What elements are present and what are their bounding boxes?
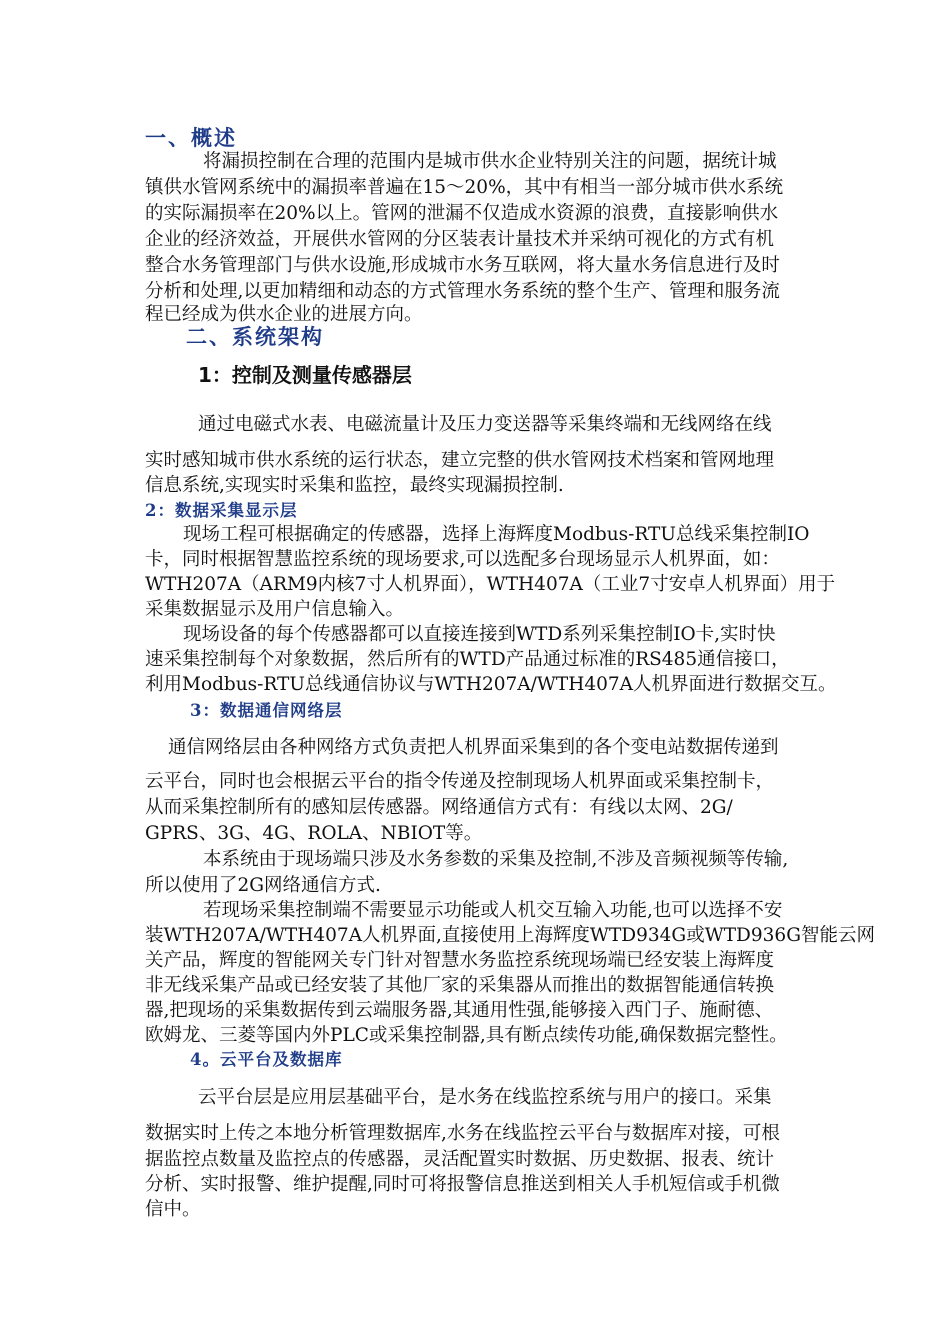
overview-line-7: 程已经成为供水企业的进展方向。	[145, 304, 423, 325]
network-line-6: 所以使用了2G网络通信方式.	[145, 875, 381, 896]
overview-line-1: 将漏损控制在合理的范围内是城市供水企业特别关注的问题，据统计城	[203, 151, 777, 172]
collection-line-2: 卡，同时根据智慧监控系统的现场要求,可以选配多台现场显示人机界面，如：	[145, 549, 780, 570]
sensor-line-1: 通过电磁式水表、电磁流量计及压力变送器等采集终端和无线网络在线	[198, 414, 772, 435]
subheading-collection-layer: 2：数据采集显示层	[145, 501, 298, 520]
network-line-5: 本系统由于现场端只涉及水务参数的采集及控制,不涉及音频视频等传输,	[203, 849, 789, 870]
network-line-11: 器,把现场的采集数据传到云端服务器,其通用性强,能够接入西门子、施耐德、	[145, 1000, 774, 1021]
network-line-10: 非无线采集产品或已经安装了其他厂家的采集器从而推出的数据智能通信转换	[145, 975, 775, 996]
overview-line-5: 整合水务管理部门与供水设施,形成城市水务互联网，将大量水务信息进行及时	[145, 255, 780, 276]
network-line-8: 装WTH207A/WTH407A人机界面,直接使用上海辉度WTD934G或WTD936G智能云网	[145, 925, 875, 946]
section-heading-architecture: 二、系统架构	[186, 324, 324, 349]
collection-line-3: WTH207A（ARM9内核7寸人机界面），WTH407A（工业7寸安卓人机界面）用于	[145, 574, 836, 595]
network-line-7: 若现场采集控制端不需要显示功能或人机交互输入功能,也可以选择不安	[203, 900, 783, 921]
cloud-line-1: 云平台层是应用层基础平台，是水务在线监控系统与用户的接口。采集	[198, 1087, 772, 1108]
section-heading-overview: 一、概述	[145, 125, 237, 150]
cloud-line-2: 数据实时上传之本地分析管理数据库,水务在线监控云平台与数据库对接，可根	[145, 1123, 780, 1144]
collection-line-5: 现场设备的每个传感器都可以直接连接到WTD系列采集控制IO卡,实时快	[183, 624, 776, 645]
network-line-3: 从而采集控制所有的感知层传感器。网络通信方式有：有线以太网、2G/	[145, 797, 733, 818]
subheading-network-layer: 3：数据通信网络层	[190, 701, 343, 720]
collection-line-4: 采集数据显示及用户信息输入。	[145, 599, 405, 620]
network-line-12: 欧姆龙、三菱等国内外PLC或采集控制器,具有断点续传功能,确保数据完整性。	[145, 1025, 788, 1046]
overview-line-6: 分析和处理,以更加精细和动态的方式管理水务系统的整个生产、管理和服务流	[145, 281, 780, 302]
sensor-line-2: 实时感知城市供水系统的运行状态，建立完整的供水管网技术档案和管网地理	[145, 450, 775, 471]
network-line-9: 关产品，辉度的智能网关专门针对智慧水务监控系统现场端已经安装上海辉度	[145, 950, 775, 971]
cloud-line-4: 分析、实时报警、维护提醒,同时可将报警信息推送到相关人手机短信或手机微	[145, 1174, 780, 1195]
sensor-line-3: 信息系统,实现实时采集和监控，最终实现漏损控制.	[145, 475, 564, 496]
overview-line-3: 的实际漏损率在20%以上。管网的泄漏不仅造成水资源的浪费，直接影响供水	[145, 203, 779, 224]
collection-line-1: 现场工程可根据确定的传感器，选择上海辉度Modbus-RTU总线采集控制IO	[183, 524, 810, 545]
subheading-sensor-layer: 1：控制及测量传感器层	[198, 363, 412, 387]
cloud-line-5: 信中。	[145, 1199, 201, 1220]
collection-line-6: 速采集控制每个对象数据，然后所有的WTD产品通过标准的RS485通信接口，	[145, 649, 790, 670]
subheading-cloud-layer: 4。云平台及数据库	[190, 1050, 343, 1069]
network-line-4: GPRS、3G、4G、ROLA、NBIOT等。	[145, 823, 483, 844]
network-line-1: 通信网络层由各种网络方式负责把人机界面采集到的各个变电站数据传递到	[168, 737, 779, 758]
overview-line-4: 企业的经济效益，开展供水管网的分区装表计量技术并采纳可视化的方式有机	[145, 229, 775, 250]
collection-line-7: 利用Modbus-RTU总线通信协议与WTH207A/WTH407A人机界面进行数据交互。	[145, 674, 837, 695]
cloud-line-3: 据监控点数量及监控点的传感器，灵活配置实时数据、历史数据、报表、统计	[145, 1149, 775, 1170]
overview-line-2: 镇供水管网系统中的漏损率普遍在15～20%，其中有相当一部分城市供水系统	[145, 177, 784, 198]
network-line-2: 云平台，同时也会根据云平台的指令传递及控制现场人机界面或采集控制卡，	[145, 771, 775, 792]
